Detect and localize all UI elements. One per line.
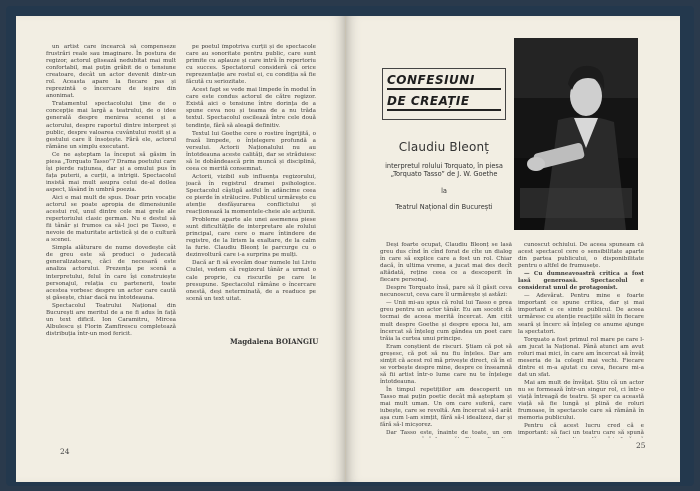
paragraph: Actorii, vizibil sub influența regizorului, joacă în registrul dramei psihologice. Spectacolul câștigă astfel în adâncime ceea ce pierde în strălucire. Publicul urmărește cu atenție desfășurarea conflictului și reacționează la momentele-cheie ale acțiunii. [186,173,316,216]
paragraph: Torquato a fost primul rol mare pe care l-am jucat la Național. Până atunci am avut roluri mai mici, în care am încercat să învăț meseria de la colegii mai vechi. Fiecare dintre ei m-a ajutat cu ceva, fiecare mi-a dat un sfat. [518,336,644,378]
interview-subtitle [380,162,508,212]
interview-title: Claudiu Bleonț [398,140,490,154]
paragraph: Eram conștient de riscuri. Știam că pot să greșesc, că pot să nu fiu înțeles. Dar am simțit că acest rol mă privește direct, că în el se vorbește despre mine, despre ce înseamnă să fii artist într-o lume care nu te înțelege întotdeauna. [380,343,512,385]
author-signature: Magdalena BOIANGIU [230,337,319,346]
paragraph: Spectacolul Teatrului Național din București are meritul de a ne fi adus în față un text dificil. Ion Caramitru, Mircea Albulescu și Florin Zamfirescu completează distribuția într-un mod fericit. [46,302,176,337]
actor-photo [514,38,638,230]
page-number-left: 24 [60,447,70,456]
paragraph: Textul lui Goethe cere o rostire îngrijită, o frază limpede, o înțelegere profundă a versului. Actorii Naționalului nu au întotdeauna aceste calități, dar se străduiesc să le dobândească prin muncă și disciplină, ceea ce merită consemnat. [186,130,316,172]
paragraph: un artist care încearcă să compenseze frustrări reale sau imaginare. În postura de regizor, actorul glisează nedubitat mai mult confortabil, mai puțin grăbit de o tensiune creatoare, decât un actor devenit dintr-un rol. Aceasta apare la fiecare pas și reprezintă o încercare de ieșire din anonimat. [46,44,176,100]
paragraph: Probleme aparte ale unei asemenea piese sunt dificultățile de interpretare ale rolului principal, care cere o mare întindere de registre, de la lirism la exaltare, de la calm la furie. Claudiu Bleonț le parcurge cu o dezinvoltură care i-a surprins pe mulți. [186,217,316,259]
paragraph: — Unii mi-au spus că rolul lui Tasso e prea greu pentru un actor tânăr. Eu am socotit că tocmai de aceea merită încercat. Am citit mult despre Goethe și despre epoca lui, am încercat să înțeleg cum gândea un poet care trăia la curtea unui principe. [380,300,512,342]
page-number-right: 25 [636,441,646,450]
paragraph: Tratamentul spectacolului ține de o concepție mai largă a teatrului, de o idee generală despre menirea scenei și a actorului, despre raportul dintre interpret și public, despre valoarea cuvântului rostit și a gestului care îl însoțește. Fără ele, actorul rămâne un simplu executant. [46,101,176,150]
confesiuni-logo [382,68,506,120]
left-page [16,16,346,482]
question: — Cu dumneavoastră critica a fost lasă generoasă. Spectacolul e considerat unul de protagonist. [518,271,644,292]
paragraph: Pentru că acest lucru cred că e important: să faci un teatru care să spună [518,423,644,437]
left-column-2 [186,44,316,332]
right-column-2 [518,242,644,438]
left-column-1 [46,44,176,432]
paragraph: Despre Torquato însă, pare să îl găsit ceva necunoscut, ceva care îl urmărește și astăzi: [380,285,512,299]
actor-portrait-image [514,38,638,230]
logo-line-1: CONFESIUNI [387,73,501,90]
paragraph: Dar Tasso este, înainte de toate, un om [386,430,512,437]
right-page [346,16,680,482]
paragraph: Acest fapt se vede mai limpede în modul în care este condus actorul de către regizor. Există aici o tensiune între dorința de a spune ceva nou și teama de a nu trăda textul. Spectacolul oscilează între cele două tendințe, fără să aleagă definitiv. [186,87,316,129]
subtitle-connector: la [441,186,447,195]
subtitle-role: interpretul rolului Torquato, în piesa „Torquato Tasso” de J. W. Goethe [385,162,503,179]
paragraph: Simpla alăturare de nume dovedește cât de greu este să produci o judecată generalizatoare, căci de necesară este analiza actorului. Prezența pe scenă a interpretului, felul în care își construiește personajul, relația cu partenerii, toate acestea vorbesc despre un actor care caută și găsește, chiar dacă nu întotdeauna. [46,245,176,301]
paragraph: — Adevărat. Pentru mine e foarte important ce spune critica, dar și mai important e ce simte publicul. De aceea urmăresc cu atenție reacțiile sălii în fiecare seară și încerc să înțeleg ce anume ajunge la spectatori. [518,293,644,335]
logo-line-2: DE CREAȚIE [387,94,501,111]
subtitle-theater: Teatrul Național din București [395,203,493,212]
paragraph: cunoscut ochiului. De aceea spuneam că acest spectacol cere o sensibilitate aparte din partea publicului, o disponibilitate pentru o altfel de frumusețe. [518,242,644,270]
right-column-1 [380,242,512,438]
paragraph: pe poetul împotriva curții și de spectacole care au sonoritate pentru public, care sunt primite cu aplauze și care intră în repertoriu cu succes. Spectatorul consideră că orice reprezentație are rostul ei, cu condiția să fie făcută cu seriozitate. [186,44,316,86]
paragraph: Mai am mult de învățat. Știu că un actor nu se formează într-un singur rol, ci într-o viață întreagă de teatru. Și sper ca această viață să fie lungă și plină de roluri frumoase, în spectacole care să rămână în memoria publicului. [518,379,644,422]
paragraph: Dacă ar fi să evocăm doar numele lui Liviu Ciulei, vedem că regizorul tânăr a urmat o cale proprie, cu riscurile pe care le presupune. Spectacolul rămâne o încercare onestă, deși neterminată, de a readuce pe scenă un text uitat. [186,260,316,302]
paragraph: În timpul repetițiilor am descoperit un Tasso mai puțin poetic decât mă așteptam și mai mult uman. Un om care suferă, care iubește, care se revoltă. Am încercat să-l arăt așa cum l-am simțit, fără să-l idealizez, dar și fără să-l micșorez. [380,386,512,429]
paragraph: Deși foarte ocupat, Claudiu Bleonț se lasă greu dus cînd în cînd forat de cîte un dialog în care să explice care a fost un rol. Chiar dacă, în ultima vreme, a jucat mai des decît altădată, reține ceea ce a descoperit în fiecare personaj. [380,242,512,284]
paragraph: Ce ne așteptam la început să găsim în piesa „Torquato Tasso”? Drama poetului care își pierde rațiunea, dar și a omului pus în fața puterii, a curții, a intrigii. Spectacolul insistă mai mult asupra celui de-al doilea aspect, lăsând în umbră poezia. [46,151,176,193]
book [6,6,694,486]
paragraph: Aici e mai mult de spus. Doar prin vocație actorul se poate apropia de dimensiunile acestui rol, unul dintre cele mai grele ale repertoriului clasic german. Nu e destul să fii tânăr și frumos ca să-l joci pe Tasso, e nevoie de maturitate artistică și de o cultură a scenei. [46,194,176,244]
